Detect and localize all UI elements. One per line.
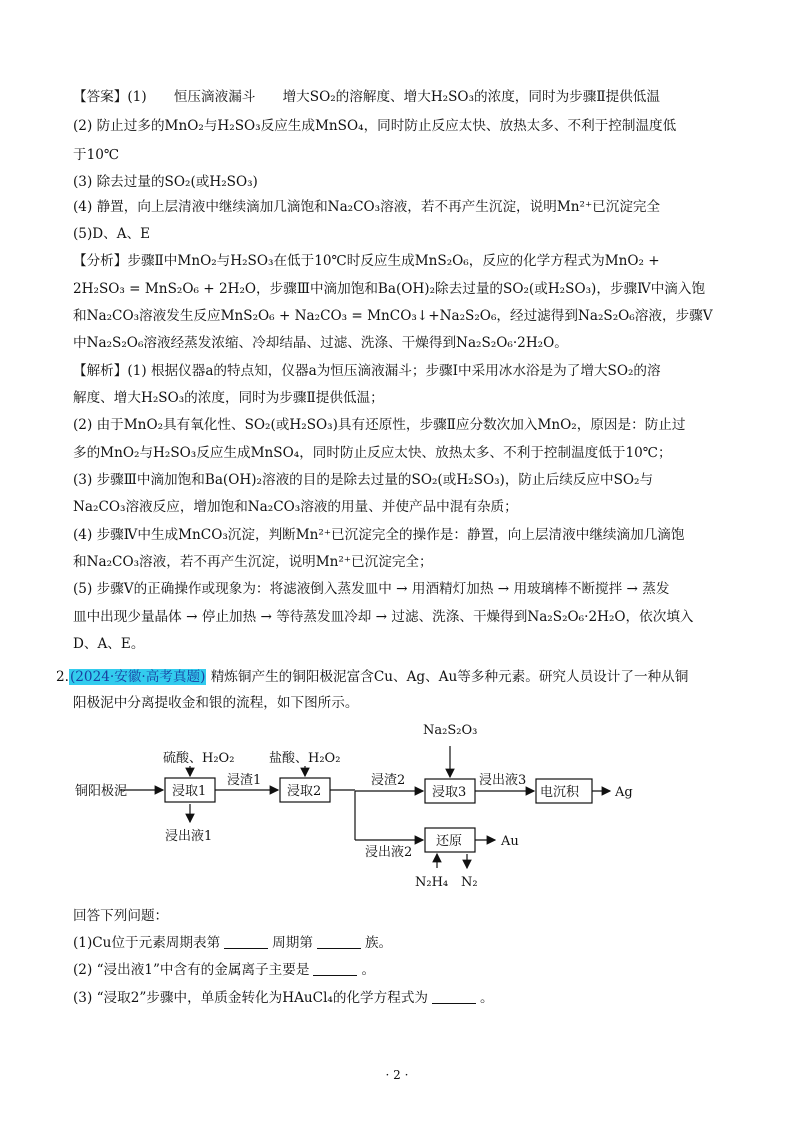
sub-question-2 bbox=[73, 960, 743, 980]
analysis-line-4: 中Na₂S₂O₆溶液经蒸发浓缩、冷却结晶、过滤、洗涤、干燥得到Na₂S₂O₆·2H₂O。 bbox=[73, 335, 568, 351]
question-number: 2. bbox=[56, 669, 69, 685]
answer-blank-ions[interactable] bbox=[313, 962, 357, 976]
sub-question-1 bbox=[73, 933, 743, 953]
explain-line-4: 多的MnO₂与H₂SO₃反应生成MnSO₄，同时防止反应太快、放热太多、不利于控制温度低于10℃； bbox=[73, 445, 672, 461]
sub-1-text-c: 族。 bbox=[364, 935, 393, 951]
explain-line-3: (2) 由于MnO₂具有氧化性、SO₂(或H₂SO₃)具有还原性，步骤Ⅱ应分数次加入MnO₂，原因是：防止过 bbox=[73, 417, 686, 433]
answer-line-1: 【答案】(1) 恒压滴液漏斗 增大SO₂的溶解度、增大H₂SO₃的浓度，同时为步骤Ⅱ提供低温 bbox=[73, 89, 660, 105]
leach-2-label: 浸取2 bbox=[287, 784, 322, 799]
analysis-line-3: 和Na₂CO₃溶液发生反应MnS₂O₆ + Na₂CO₃ = MnCO₃↓+Na₂S₂O₆，经过滤得到Na₂S₂O₆溶液，步骤Ⅴ bbox=[73, 308, 713, 324]
page-number: · 2 · bbox=[385, 1068, 409, 1082]
residue-2-label: 浸渣2 bbox=[371, 773, 406, 788]
explain-line-6: Na₂CO₃溶液反应，增加饱和Na₂CO₃溶液的用量、并使产品中混有杂质； bbox=[73, 499, 518, 515]
leach-3-label: 浸取3 bbox=[432, 785, 467, 800]
residue-1-label: 浸渣1 bbox=[227, 773, 262, 788]
reduction-label: 还原 bbox=[436, 834, 463, 849]
leach-1-label: 浸取1 bbox=[172, 784, 207, 799]
question-2-line-1 bbox=[56, 667, 744, 687]
leachate-2-label: 浸出液2 bbox=[365, 845, 413, 860]
explain-line-5: (3) 步骤Ⅲ中滴加饱和Ba(OH)₂溶液的目的是除去过量的SO₂(或H₂SO₃)，防止后续反应中SO₂与 bbox=[73, 472, 654, 488]
reagent-1-label: 硫酸、H₂O₂ bbox=[163, 751, 235, 766]
answer-line-5: (4) 静置，向上层清液中继续滴加几滴饱和Na₂CO₃溶液，若不再产生沉淀，说明Mn²⁺已沉淀完全 bbox=[73, 199, 661, 215]
answer-blank-period[interactable] bbox=[224, 935, 268, 949]
explain-line-10: 皿中出现少量晶体 → 停止加热 → 等待蒸发皿冷却 → 过滤、洗涤、干燥得到Na₂S₂O₆·2H₂O，依次填入 bbox=[73, 609, 694, 625]
leachate-3-label: 浸出液3 bbox=[479, 773, 527, 788]
answer-line-2: (2) 防止过多的MnO₂与H₂SO₃反应生成MnSO₄，同时防止反应太快、放热太多、不利于控制温度低 bbox=[73, 118, 677, 134]
explain-line-2: 解度、增大H₂SO₃的浓度，同时为步骤Ⅱ提供低温； bbox=[73, 390, 384, 406]
question-2-line-2: 阳极泥中分离提收金和银的流程，如下图所示。 bbox=[73, 695, 359, 711]
sub-3-text-b: 。 bbox=[480, 990, 494, 1006]
analysis-line-1: 【分析】步骤Ⅱ中MnO₂与H₂SO₃在低于10℃时反应生成MnS₂O₆，反应的化学方程式为MnO₂ + bbox=[73, 253, 660, 269]
explain-line-7: (4) 步骤Ⅳ中生成MnCO₃沉淀，判断Mn²⁺已沉淀完全的操作是：静置，向上层清液中继续滴加几滴饱 bbox=[73, 527, 685, 543]
explain-line-9: (5) 步骤Ⅴ的正确操作或现象为：将滤液倒入蒸发皿中 → 用酒精灯加热 → 用玻璃棒不断搅拌 → 蒸发 bbox=[73, 581, 670, 597]
explain-line-11: D、A、E。 bbox=[73, 636, 145, 652]
explain-line-8: 和Na₂CO₃溶液，若不再产生沉淀，说明Mn²⁺已沉淀完全； bbox=[73, 554, 433, 570]
prompt-line: 回答下列问题： bbox=[73, 908, 169, 924]
nitrogen-label: N₂ bbox=[461, 875, 478, 890]
answer-line-6: (5)D、A、E bbox=[73, 226, 151, 242]
answer-line-3: 于10℃ bbox=[73, 147, 120, 163]
reagent-2-label: 盐酸、H₂O₂ bbox=[269, 751, 341, 766]
reagent-3-label: Na₂S₂O₃ bbox=[423, 723, 478, 738]
sub-1-text-b: 周期第 bbox=[272, 935, 313, 951]
answer-line-4: (3) 除去过量的SO₂(或H₂SO₃) bbox=[73, 174, 258, 190]
source-tag[interactable]: (2024·安徽·高考真题) bbox=[69, 669, 206, 685]
start-material-label: 铜阳极泥 bbox=[75, 784, 128, 799]
sub-1-text-a: (1)Cu位于元素周期表第 bbox=[73, 935, 221, 951]
sub-2-text-b: 。 bbox=[361, 962, 376, 978]
silver-label: Ag bbox=[615, 785, 633, 800]
analysis-line-2: 2H₂SO₃ = MnS₂O₆ + 2H₂O，步骤Ⅲ中滴加饱和Ba(OH)₂除去过量的SO₂(或H₂SO₃)，步骤Ⅳ中滴入饱 bbox=[73, 281, 706, 297]
answer-blank-group[interactable] bbox=[317, 935, 361, 949]
leachate-1-label: 浸出液1 bbox=[165, 829, 213, 844]
question-stem: 精炼铜产生的铜阳极泥富含Cu、Ag、Au等多种元素。研究人员设计了一种从铜 bbox=[210, 669, 689, 685]
flow-diagram bbox=[75, 716, 645, 900]
hydrazine-label: N₂H₄ bbox=[415, 875, 449, 890]
electrodeposition-label: 电沉积 bbox=[540, 785, 580, 800]
sub-question-3 bbox=[73, 988, 743, 1008]
answer-blank-equation[interactable] bbox=[432, 990, 476, 1004]
sub-2-text-a: (2) “浸出液1”中含有的金属离子主要是 bbox=[73, 962, 310, 978]
gold-label: Au bbox=[501, 834, 519, 849]
explain-line-1: 【解析】(1) 根据仪器a的特点知，仪器a为恒压滴液漏斗；步骤Ⅰ中采用冰水浴是为了增大SO₂的溶 bbox=[73, 363, 661, 379]
sub-3-text-a: (3) “浸取2”步骤中，单质金转化为HAuCl₄的化学方程式为 bbox=[73, 990, 429, 1006]
